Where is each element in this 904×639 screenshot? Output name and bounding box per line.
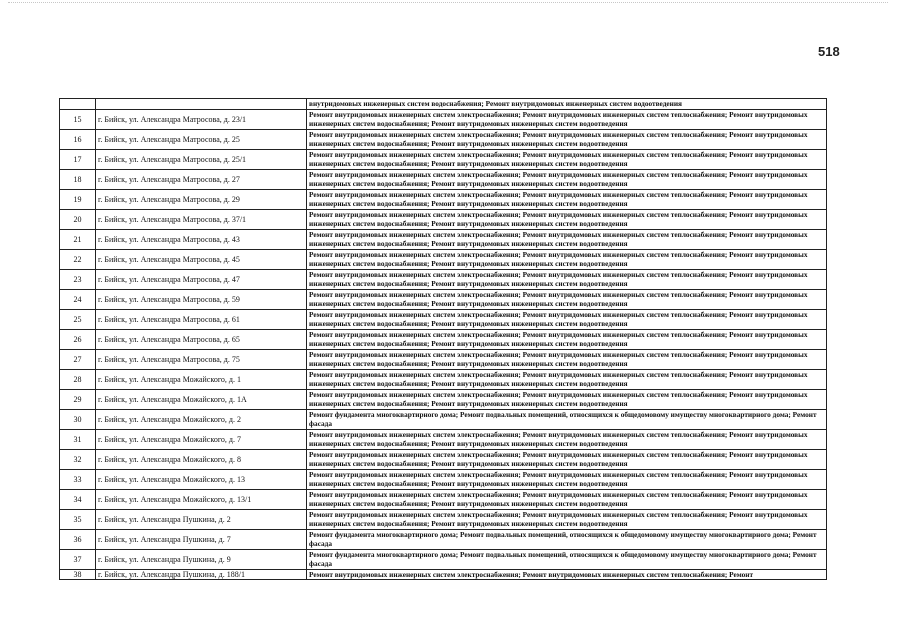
scan-header-noise [8,2,888,9]
table-row [60,509,827,529]
address-cell: г. Бийск, ул. Александра Можайского, д. 2 [96,409,307,429]
table-row [60,149,827,169]
page-number: 518 [818,44,840,59]
table-row [60,529,827,549]
table-row [60,429,827,449]
row-number-cell: 19 [60,189,96,209]
row-number-cell: 38 [60,569,96,580]
row-number-cell: 20 [60,209,96,229]
address-cell: г. Бийск, ул. Александра Матросова, д. 47 [96,269,307,289]
row-number-cell: 22 [60,249,96,269]
address-cell: г. Бийск, ул. Александра Матросова, д. 45 [96,249,307,269]
address-cell: г. Бийск, ул. Александра Матросова, д. 75 [96,349,307,369]
works-cell: Ремонт фундамента многоквартирного дома; Ремонт подвальных помещений, относящихся к общедомовому имуществу многоквартирного дома; Ремонт фасада [307,529,827,549]
table-row [60,129,827,149]
row-number-cell: 29 [60,389,96,409]
row-number-cell: 28 [60,369,96,389]
address-cell: г. Бийск, ул. Александра Матросова, д. 29 [96,189,307,209]
row-number-cell: 24 [60,289,96,309]
table-row [60,169,827,189]
works-cell: Ремонт внутридомовых инженерных систем электроснабжения; Ремонт внутридомовых инженерных систем теплоснабжения; Ремонт внутридомовых инженерных систем водоснабжения; Ремонт внутридомовых инженерных систем водоотведения [307,449,827,469]
works-cell: Ремонт внутридомовых инженерных систем электроснабжения; Ремонт внутридомовых инженерных систем теплоснабжения; Ремонт внутридомовых инженерных систем водоснабжения; Ремонт внутридомовых инженерных систем водоотведения [307,349,827,369]
table-row [60,109,827,129]
row-number-cell: 37 [60,549,96,569]
works-cell: Ремонт внутридомовых инженерных систем электроснабжения; Ремонт внутридомовых инженерных систем теплоснабжения; Ремонт внутридомовых инженерных систем водоснабжения; Ремонт внутридомовых инженерных систем водоотведения [307,209,827,229]
row-number-cell [60,99,96,110]
row-number-cell: 31 [60,429,96,449]
row-number-cell: 35 [60,509,96,529]
table-row [60,409,827,429]
row-number-cell: 17 [60,149,96,169]
address-cell: г. Бийск, ул. Александра Пушкина, д. 7 [96,529,307,549]
row-number-cell: 21 [60,229,96,249]
address-cell: г. Бийск, ул. Александра Можайского, д. 13/1 [96,489,307,509]
address-cell: г. Бийск, ул. Александра Матросова, д. 61 [96,309,307,329]
works-table-body [60,99,827,580]
works-cell: Ремонт фундамента многоквартирного дома; Ремонт подвальных помещений, относящихся к общедомовому имуществу многоквартирного дома; Ремонт фасада [307,549,827,569]
works-cell: Ремонт внутридомовых инженерных систем электроснабжения; Ремонт внутридомовых инженерных систем теплоснабжения; Ремонт внутридомовых инженерных систем водоснабжения; Ремонт внутридомовых инженерных систем водоотведения [307,289,827,309]
address-cell: г. Бийск, ул. Александра Матросова, д. 23/1 [96,109,307,129]
table-row [60,449,827,469]
address-cell: г. Бийск, ул. Александра Матросова, д. 27 [96,169,307,189]
row-number-cell: 27 [60,349,96,369]
address-cell: г. Бийск, ул. Александра Пушкина, д. 2 [96,509,307,529]
address-cell: г. Бийск, ул. Александра Можайского, д. 7 [96,429,307,449]
table-row [60,289,827,309]
address-cell: г. Бийск, ул. Александра Можайского, д. 8 [96,449,307,469]
table-row-last [60,569,827,580]
works-cell: Ремонт внутридомовых инженерных систем электроснабжения; Ремонт внутридомовых инженерных систем теплоснабжения; Ремонт внутридомовых инженерных систем водоснабжения; Ремонт внутридомовых инженерных систем водоотведения [307,189,827,209]
works-table [59,98,827,580]
table-row [60,369,827,389]
works-cell: Ремонт внутридомовых инженерных систем электроснабжения; Ремонт внутридомовых инженерных систем теплоснабжения; Ремонт внутридомовых инженерных систем водоснабжения; Ремонт внутридомовых инженерных систем водоотведения [307,249,827,269]
works-cell: Ремонт внутридомовых инженерных систем электроснабжения; Ремонт внутридомовых инженерных систем теплоснабжения; Ремонт внутридомовых инженерных систем водоснабжения; Ремонт внутридомовых инженерных систем водоотведения [307,509,827,529]
row-number-cell: 23 [60,269,96,289]
address-cell: г. Бийск, ул. Александра Матросова, д. 43 [96,229,307,249]
works-cell: внутридомовых инженерных систем водоснабжения; Ремонт внутридомовых инженерных систем водоотведения [307,99,827,110]
table-row [60,469,827,489]
works-cell: Ремонт внутридомовых инженерных систем электроснабжения; Ремонт внутридомовых инженерных систем теплоснабжения; Ремонт внутридомовых инженерных систем водоснабжения; Ремонт внутридомовых инженерных систем водоотведения [307,429,827,449]
row-number-cell: 16 [60,129,96,149]
table-row [60,329,827,349]
table-row [60,229,827,249]
table-row [60,349,827,369]
address-cell: г. Бийск, ул. Александра Матросова, д. 65 [96,329,307,349]
row-number-cell: 18 [60,169,96,189]
row-number-cell: 26 [60,329,96,349]
address-cell: г. Бийск, ул. Александра Матросова, д. 25 [96,129,307,149]
row-number-cell: 33 [60,469,96,489]
address-cell: г. Бийск, ул. Александра Матросова, д. 59 [96,289,307,309]
table-row [60,489,827,509]
row-number-cell: 34 [60,489,96,509]
address-cell: г. Бийск, ул. Александра Пушкина, д. 188/1 [96,569,307,580]
works-cell: Ремонт внутридомовых инженерных систем электроснабжения; Ремонт внутридомовых инженерных систем теплоснабжения; Ремонт внутридомовых инженерных систем водоснабжения; Ремонт внутридомовых инженерных систем водоотведения [307,109,827,129]
address-cell: г. Бийск, ул. Александра Можайского, д. 13 [96,469,307,489]
works-cell: Ремонт внутридомовых инженерных систем электроснабжения; Ремонт внутридомовых инженерных систем теплоснабжения; Ремонт внутридомовых инженерных систем водоснабжения; Ремонт внутридомовых инженерных систем водоотведения [307,469,827,489]
row-number-cell: 30 [60,409,96,429]
address-cell: г. Бийск, ул. Александра Можайского, д. 1 [96,369,307,389]
row-number-cell: 25 [60,309,96,329]
table-row [60,209,827,229]
row-number-cell: 32 [60,449,96,469]
table-row [60,269,827,289]
works-cell: Ремонт внутридомовых инженерных систем электроснабжения; Ремонт внутридомовых инженерных систем теплоснабжения; Ремонт внутридомовых инженерных систем водоснабжения; Ремонт внутридомовых инженерных систем водоотведения [307,129,827,149]
works-cell: Ремонт внутридомовых инженерных систем электроснабжения; Ремонт внутридомовых инженерных систем теплоснабжения; Ремонт внутридомовых инженерных систем водоснабжения; Ремонт внутридомовых инженерных систем водоотведения [307,169,827,189]
table-row [60,249,827,269]
works-cell: Ремонт внутридомовых инженерных систем электроснабжения; Ремонт внутридомовых инженерных систем теплоснабжения; Ремонт внутридомовых инженерных систем водоснабжения; Ремонт внутридомовых инженерных систем водоотведения [307,149,827,169]
table-row [60,309,827,329]
address-cell [96,99,307,110]
table-row-continuation [60,99,827,110]
address-cell: г. Бийск, ул. Александра Матросова, д. 37/1 [96,209,307,229]
row-number-cell: 15 [60,109,96,129]
table-row [60,189,827,209]
works-cell: Ремонт внутридомовых инженерных систем электроснабжения; Ремонт внутридомовых инженерных систем теплоснабжения; Ремонт внутридомовых инженерных систем водоснабжения; Ремонт внутридомовых инженерных систем водоотведения [307,369,827,389]
works-cell: Ремонт фундамента многоквартирного дома; Ремонт подвальных помещений, относящихся к общедомовому имуществу многоквартирного дома; Ремонт фасада [307,409,827,429]
table-row [60,549,827,569]
address-cell: г. Бийск, ул. Александра Матросова, д. 25/1 [96,149,307,169]
works-cell: Ремонт внутридомовых инженерных систем электроснабжения; Ремонт внутридомовых инженерных систем теплоснабжения; Ремонт внутридомовых инженерных систем водоснабжения; Ремонт внутридомовых инженерных систем водоотведения [307,309,827,329]
row-number-cell: 36 [60,529,96,549]
address-cell: г. Бийск, ул. Александра Пушкина, д. 9 [96,549,307,569]
works-cell: Ремонт внутридомовых инженерных систем электроснабжения; Ремонт внутридомовых инженерных систем теплоснабжения; Ремонт внутридомовых инженерных систем водоснабжения; Ремонт внутридомовых инженерных систем водоотведения [307,389,827,409]
table-row [60,389,827,409]
works-cell: Ремонт внутридомовых инженерных систем электроснабжения; Ремонт внутридомовых инженерных систем теплоснабжения; Ремонт внутридомовых инженерных систем водоснабжения; Ремонт внутридомовых инженерных систем водоотведения [307,229,827,249]
address-cell: г. Бийск, ул. Александра Можайского, д. 1А [96,389,307,409]
works-cell: Ремонт внутридомовых инженерных систем электроснабжения; Ремонт внутридомовых инженерных систем теплоснабжения; Ремонт внутридомовых инженерных систем водоснабжения; Ремонт внутридомовых инженерных систем водоотведения [307,269,827,289]
works-cell: Ремонт внутридомовых инженерных систем электроснабжения; Ремонт внутридомовых инженерных систем теплоснабжения; Ремонт внутридомовых инженерных систем водоснабжения; Ремонт внутридомовых инженерных систем водоотведения [307,329,827,349]
works-cell: Ремонт внутридомовых инженерных систем электроснабжения; Ремонт внутридомовых инженерных систем теплоснабжения; Ремонт внутридомовых инженерных систем водоснабжения; Ремонт внутридомовых инженерных систем водоотведения [307,489,827,509]
works-cell: Ремонт внутридомовых инженерных систем электроснабжения; Ремонт внутридомовых инженерных систем теплоснабжения; Ремонт [307,569,827,580]
